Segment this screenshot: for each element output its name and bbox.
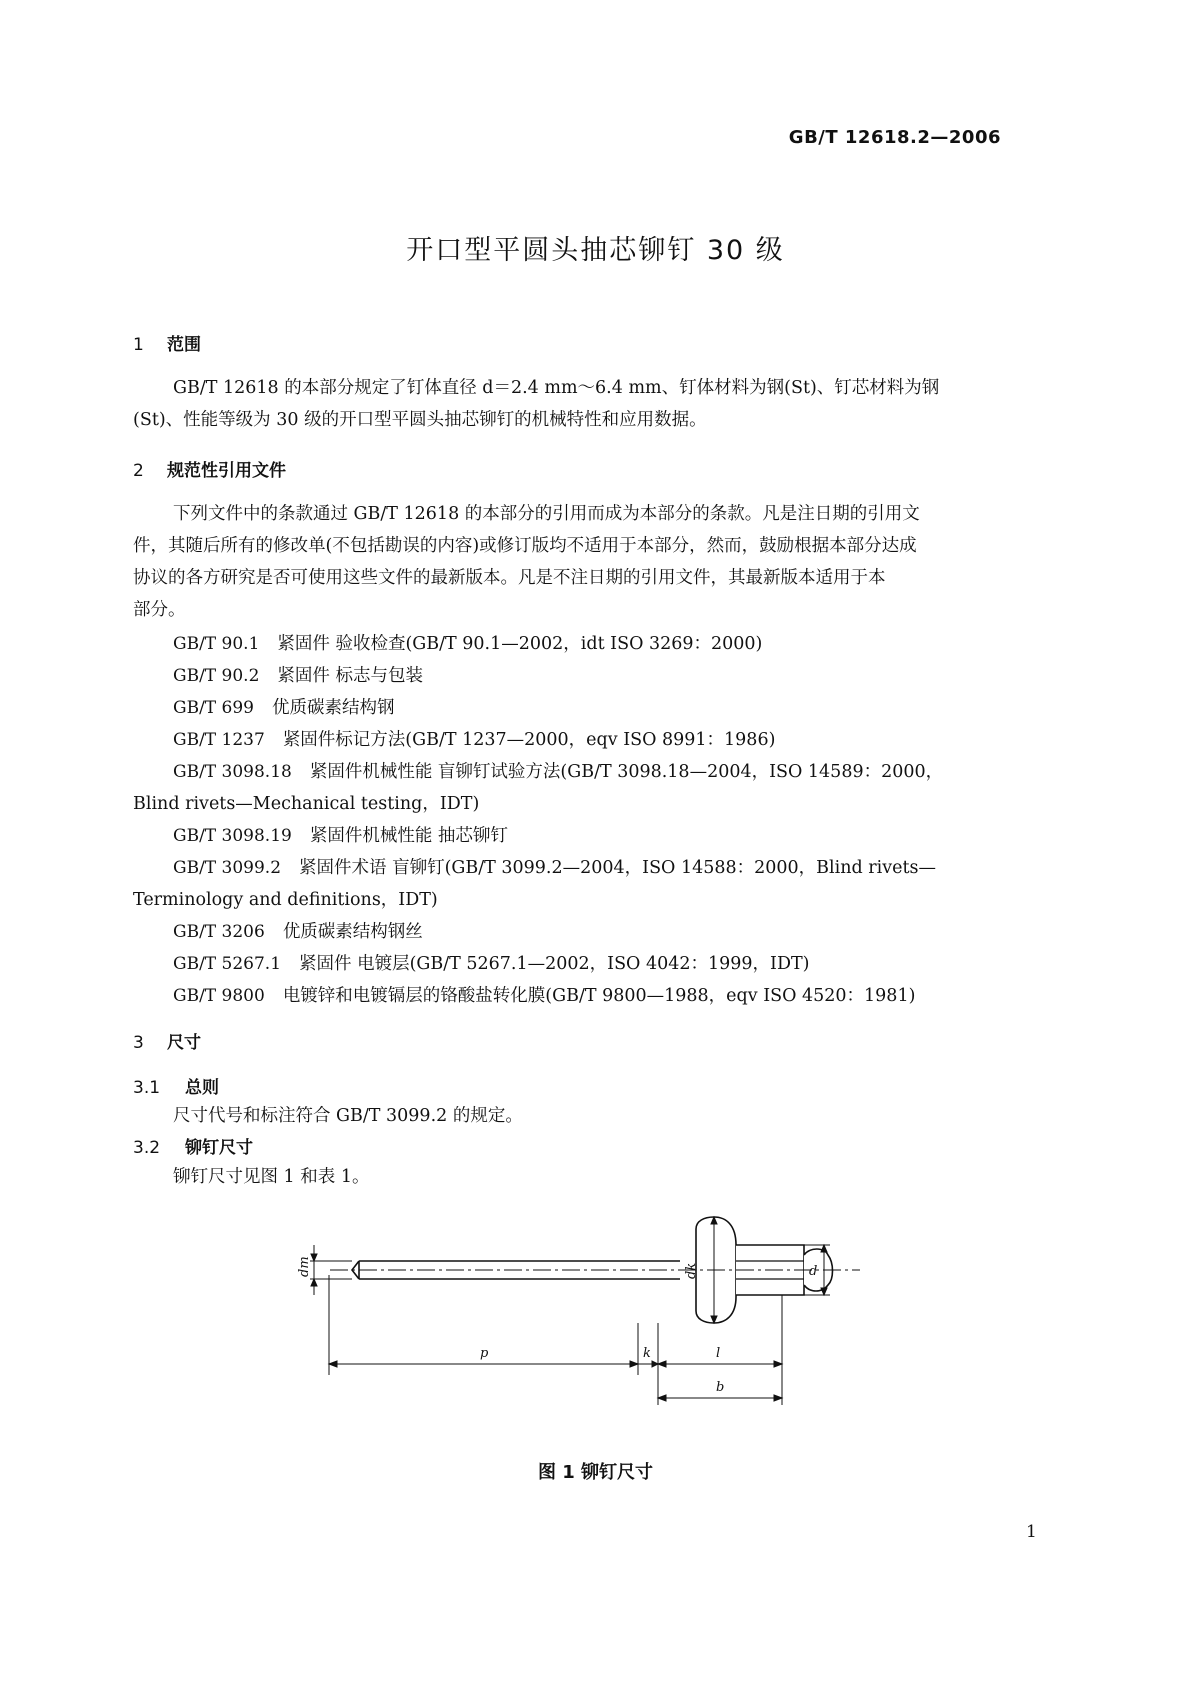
section-number: 3 bbox=[133, 1033, 144, 1053]
section-number: 3.2 bbox=[133, 1138, 161, 1158]
section-title: 范围 bbox=[167, 335, 201, 355]
reference-continuation: Terminology and definitions，IDT) bbox=[133, 890, 438, 910]
section-2-intro-line2: 件，其随后所有的修改单(不包括勘误的内容)或修订版均不适用于本部分，然而，鼓励根据本部分达成 bbox=[133, 536, 917, 556]
reference-item bbox=[173, 854, 936, 879]
section-title: 铆钉尺寸 bbox=[185, 1138, 253, 1158]
page-number: 1 bbox=[1026, 1522, 1037, 1542]
section-3-1-heading bbox=[133, 1073, 219, 1098]
reference-code: GB/T 5267.1 bbox=[173, 954, 282, 974]
text: 下列文件中的条款通过 GB/T 12618 的本部分的引用而成为本部分的条款。凡是注日期的引用文 bbox=[173, 504, 920, 524]
label-d: d bbox=[809, 1264, 818, 1279]
rivet-dimension-figure bbox=[297, 1205, 900, 1415]
reference-item bbox=[173, 982, 915, 1007]
section-number: 3.1 bbox=[133, 1078, 161, 1098]
reference-code: GB/T 3098.18 bbox=[173, 762, 292, 782]
section-1-body-line1 bbox=[133, 372, 1058, 404]
section-2-intro-line3: 协议的各方研究是否可使用这些文件的最新版本。凡是不注日期的引用文件，其最新版本适用于本 bbox=[133, 568, 886, 588]
section-title: 规范性引用文件 bbox=[167, 461, 286, 481]
reference-item bbox=[173, 694, 395, 719]
reference-code: GB/T 699 bbox=[173, 698, 254, 718]
section-title: 总则 bbox=[185, 1078, 219, 1098]
label-dm: dm bbox=[297, 1256, 312, 1277]
document-title: 开口型平圆头抽芯铆钉 30 级 bbox=[406, 235, 785, 266]
section-number: 1 bbox=[133, 335, 144, 355]
label-b: b bbox=[716, 1380, 725, 1395]
reference-text: 电镀锌和电镀镉层的铬酸盐转化膜(GB/T 9800—1988，eqv ISO 4520：1981) bbox=[282, 986, 916, 1006]
reference-item bbox=[173, 662, 423, 687]
reference-code: GB/T 9800 bbox=[173, 986, 265, 1006]
label-dk: dk bbox=[684, 1262, 699, 1279]
section-3-1-body: 尺寸代号和标注符合 GB/T 3099.2 的规定。 bbox=[173, 1106, 523, 1126]
reference-text: 紧固件术语 盲铆钉(GB/T 3099.2—2004，ISO 14588：2000，Blind rivets— bbox=[299, 858, 936, 878]
reference-code: GB/T 3098.19 bbox=[173, 826, 292, 846]
figure-caption: 图 1 铆钉尺寸 bbox=[537, 1462, 654, 1483]
reference-text: 紧固件机械性能 盲铆钉试验方法(GB/T 3098.18—2004，ISO 14589：2000， bbox=[309, 762, 944, 782]
text: GB/T 12618 的本部分规定了钉体直径 d＝2.4 mm～6.4 mm、钉体材料为钢(St)、钉芯材料为钢 bbox=[173, 378, 940, 398]
reference-text: 优质碳素结构钢 bbox=[272, 698, 395, 718]
reference-text: 紧固件 电镀层(GB/T 5267.1—2002，ISO 4042：1999，IDT) bbox=[299, 954, 810, 974]
reference-item bbox=[173, 726, 775, 751]
section-number: 2 bbox=[133, 461, 144, 481]
reference-code: GB/T 90.1 bbox=[173, 634, 260, 654]
reference-code: GB/T 3206 bbox=[173, 922, 265, 942]
reference-continuation: Blind rivets—Mechanical testing，IDT) bbox=[133, 794, 480, 814]
reference-item bbox=[173, 950, 810, 975]
reference-item bbox=[173, 630, 762, 655]
section-2-heading bbox=[133, 456, 286, 481]
section-1-heading bbox=[133, 330, 201, 355]
section-2-intro-line4: 部分。 bbox=[133, 600, 186, 620]
section-3-2-heading bbox=[133, 1133, 253, 1158]
section-3-heading bbox=[133, 1028, 201, 1053]
reference-text: 紧固件机械性能 抽芯铆钉 bbox=[309, 826, 508, 846]
section-1-body-line2: (St)、性能等级为 30 级的开口型平圆头抽芯铆钉的机械特性和应用数据。 bbox=[133, 410, 707, 430]
reference-code: GB/T 3099.2 bbox=[173, 858, 282, 878]
standard-number: GB/T 12618.2—2006 bbox=[788, 127, 1001, 148]
label-l: l bbox=[716, 1346, 721, 1361]
reference-item bbox=[173, 822, 508, 847]
reference-code: GB/T 90.2 bbox=[173, 666, 260, 686]
section-2-intro-line1 bbox=[133, 498, 1058, 530]
reference-text: 紧固件标记方法(GB/T 1237—2000，eqv ISO 8991：1986) bbox=[282, 730, 776, 750]
reference-item bbox=[173, 918, 423, 943]
reference-code: GB/T 1237 bbox=[173, 730, 265, 750]
reference-text: 优质碳素结构钢丝 bbox=[282, 922, 423, 942]
reference-text: 紧固件 验收检查(GB/T 90.1—2002，idt ISO 3269：2000) bbox=[277, 634, 763, 654]
label-p: p bbox=[480, 1346, 489, 1361]
section-title: 尺寸 bbox=[167, 1033, 201, 1053]
label-k: k bbox=[643, 1346, 651, 1361]
reference-item bbox=[173, 758, 943, 783]
section-3-2-body: 铆钉尺寸见图 1 和表 1。 bbox=[173, 1167, 370, 1187]
reference-text: 紧固件 标志与包装 bbox=[277, 666, 423, 686]
